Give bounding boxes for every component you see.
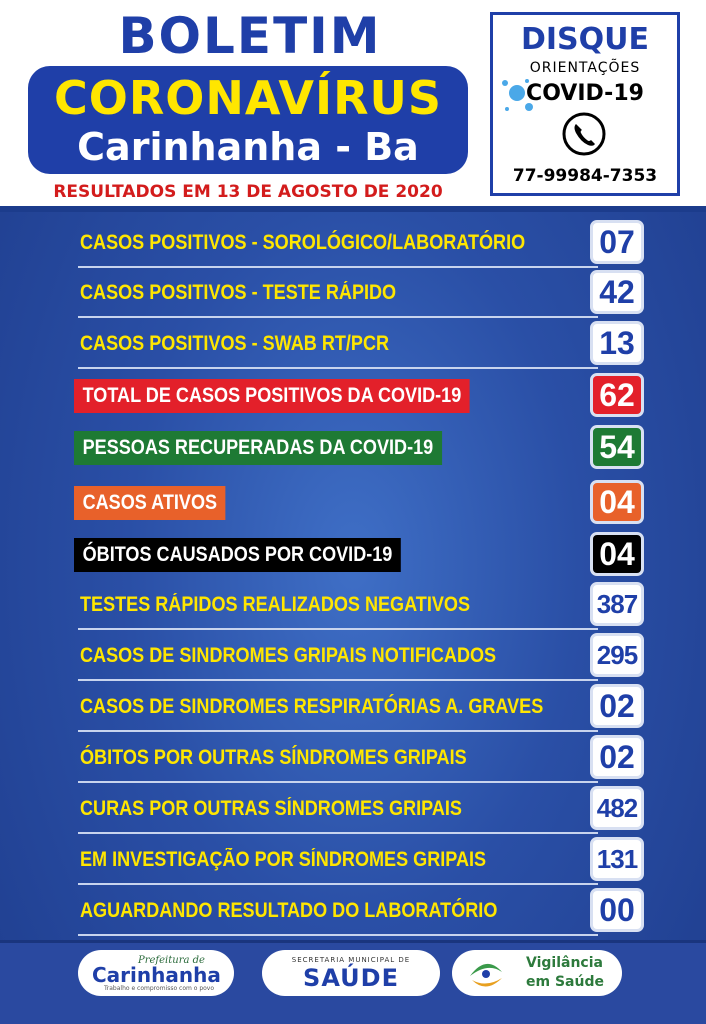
stat-row-total <box>0 373 706 423</box>
vigilancia-logo <box>452 950 622 996</box>
results-date: RESULTADOS EM 13 DE AGOSTO DE 2020 <box>53 182 443 202</box>
header-divider <box>0 206 706 212</box>
prefeitura-small: Prefeitura de <box>138 955 205 966</box>
stat-row <box>0 786 706 836</box>
stat-value: 131 <box>590 837 644 881</box>
stat-row <box>0 735 706 785</box>
row-underline <box>78 934 598 936</box>
saude-top: SECRETARIA MUNICIPAL DE <box>291 956 411 964</box>
hotline-subtitle: ORIENTAÇÕES <box>529 60 641 76</box>
stat-label: ÓBITOS POR OUTRAS SÍNDROMES GRIPAIS <box>80 746 467 769</box>
title-coronavirus: CORONAVÍRUS <box>54 71 442 125</box>
stat-value: 04 <box>590 532 644 576</box>
stat-row <box>0 888 706 938</box>
stat-label: CASOS POSITIVOS - SWAB RT/PCR <box>80 332 390 355</box>
stat-row <box>0 270 706 320</box>
stat-label: AGUARDANDO RESULTADO DO LABORATÓRIO <box>80 899 498 922</box>
row-underline <box>78 628 598 630</box>
stat-row <box>0 684 706 734</box>
title-boletim: BOLETIM <box>118 7 382 65</box>
hotline-number: 77-99984-7353 <box>512 166 658 186</box>
stat-value: 13 <box>590 321 644 365</box>
vigilancia-line1: Vigilância <box>526 955 603 971</box>
stat-row <box>0 220 706 270</box>
stat-row-active <box>0 480 706 530</box>
stat-label: TESTES RÁPIDOS REALIZADOS NEGATIVOS <box>80 593 471 616</box>
stat-row <box>0 582 706 632</box>
footer-divider <box>0 940 706 943</box>
row-underline <box>78 266 598 268</box>
stat-value: 387 <box>590 582 644 626</box>
stat-label: CASOS DE SINDROMES GRIPAIS NOTIFICADOS <box>80 644 497 667</box>
vigilancia-icon <box>466 956 506 990</box>
hotline-topic: COVID-19 <box>526 81 644 106</box>
row-underline <box>78 781 598 783</box>
stat-row <box>0 633 706 683</box>
saude-main: SAÚDE <box>303 964 399 992</box>
stat-row <box>0 321 706 371</box>
stat-value: 02 <box>590 684 644 728</box>
prefeitura-tagline: Trabalho e compromisso com o povo <box>104 985 215 992</box>
phone-icon <box>561 111 607 157</box>
stat-label: PESSOAS RECUPERADAS DA COVID-19 <box>74 431 442 465</box>
row-underline <box>78 679 598 681</box>
stat-row-recovered <box>0 425 706 475</box>
stat-value: 04 <box>590 480 644 524</box>
prefeitura-logo <box>78 950 234 996</box>
stat-label: CASOS DE SINDROMES RESPIRATÓRIAS A. GRAVES <box>80 695 544 718</box>
stat-row-deaths <box>0 532 706 582</box>
row-underline <box>78 316 598 318</box>
row-underline <box>78 367 598 369</box>
stat-value: 00 <box>590 888 644 932</box>
title-city: Carinhanha - Ba <box>77 125 419 169</box>
stat-value: 54 <box>590 425 644 469</box>
stat-value: 482 <box>590 786 644 830</box>
stat-label: CASOS POSITIVOS - SOROLÓGICO/LABORATÓRIO <box>80 231 526 254</box>
stat-value: 07 <box>590 220 644 264</box>
hotline-box <box>490 12 680 196</box>
stat-row <box>0 837 706 887</box>
stat-label: CASOS POSITIVOS - TESTE RÁPIDO <box>80 281 397 304</box>
stat-label: EM INVESTIGAÇÃO POR SÍNDROMES GRIPAIS <box>80 848 487 871</box>
stat-value: 42 <box>590 270 644 314</box>
stat-label: CASOS ATIVOS <box>74 486 226 520</box>
row-underline <box>78 832 598 834</box>
row-underline <box>78 883 598 885</box>
stat-label: TOTAL DE CASOS POSITIVOS DA COVID-19 <box>74 379 470 413</box>
saude-logo <box>262 950 440 996</box>
stat-label: CURAS POR OUTRAS SÍNDROMES GRIPAIS <box>80 797 462 820</box>
prefeitura-main: Carinhanha <box>92 963 221 987</box>
stat-value: 02 <box>590 735 644 779</box>
stat-value: 62 <box>590 373 644 417</box>
hotline-title: DISQUE <box>520 22 650 57</box>
stat-label: ÓBITOS CAUSADOS POR COVID-19 <box>74 538 401 572</box>
row-underline <box>78 730 598 732</box>
stat-value: 295 <box>590 633 644 677</box>
vigilancia-line2: em Saúde <box>526 974 604 990</box>
